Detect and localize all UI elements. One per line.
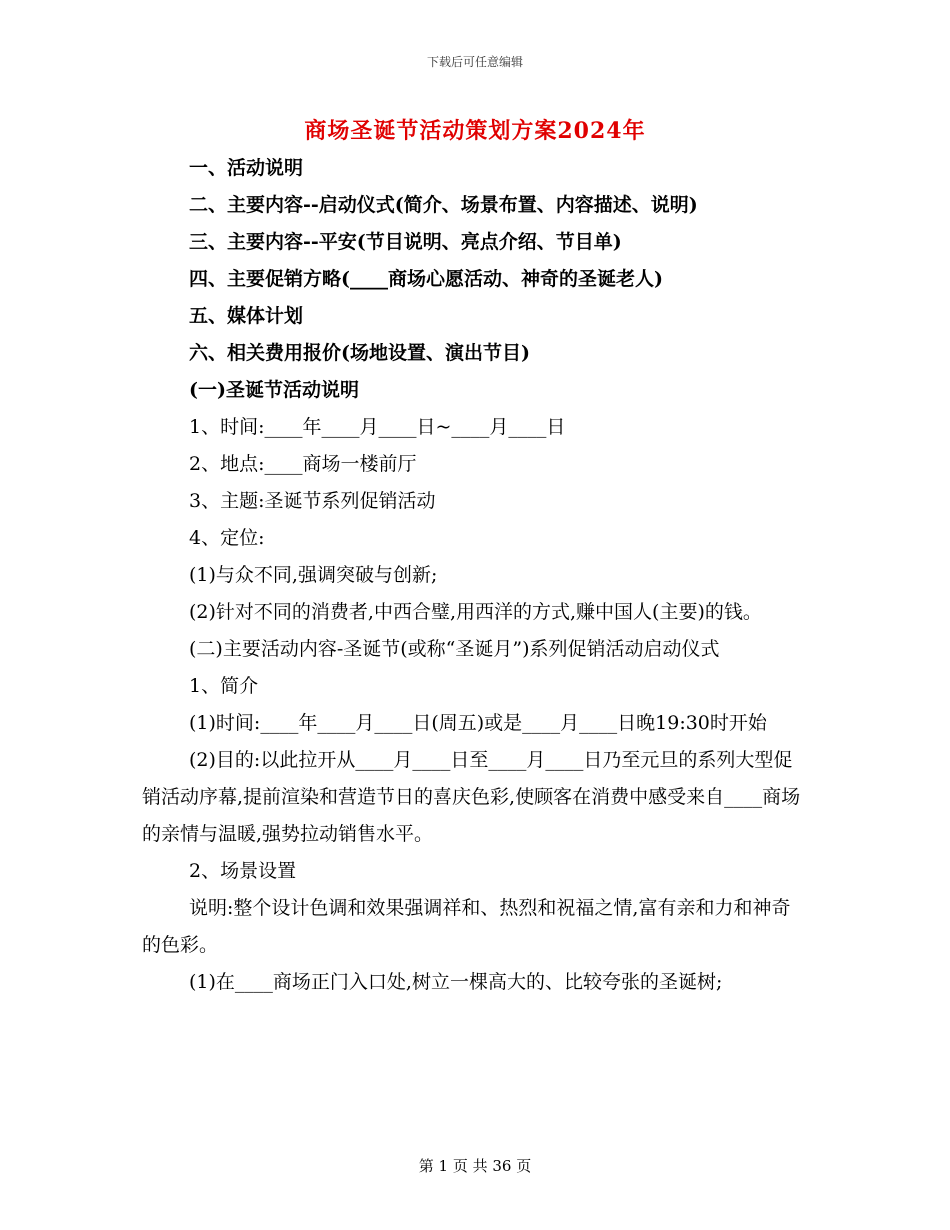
paragraph-positioning: 4、定位: [189, 527, 265, 549]
document-body [142, 150, 808, 1001]
outline-item-1: 一、活动说明 [189, 157, 304, 179]
page-footer: 第 1 页 共 36 页 [418, 1157, 532, 1175]
paragraph-theme: 3、主题:圣诞节系列促销活动 [189, 490, 436, 512]
section-heading-1: (一)圣诞节活动说明 [189, 379, 359, 401]
outline-item-5: 五、媒体计划 [189, 305, 304, 327]
paragraph-intro-heading: 1、简介 [189, 675, 259, 697]
paragraph-scene-heading: 2、场景设置 [189, 860, 297, 882]
paragraph-positioning-1: (1)与众不同,强调突破与创新; [189, 564, 438, 586]
outline-item-3: 三、主要内容--平安(节目说明、亮点介绍、节目单) [189, 231, 622, 253]
paragraph-scene-note: 说明:整个设计色调和效果强调祥和、热烈和祝福之情,富有亲和力和神奇的色彩。 [142, 897, 791, 956]
page-header: 下载后可任意编辑 [426, 55, 523, 69]
paragraph-location: 2、地点:____商场一楼前厅 [189, 453, 417, 475]
section-heading-2: (二)主要活动内容-圣诞节(或称“圣诞月”)系列促销活动启动仪式 [189, 638, 720, 660]
paragraph-intro-purpose: (2)目的:以此拉开从____月____日至____月____日乃至元旦的系列大型促销活动序幕,提前渲染和营造节日的喜庆色彩,使顾客在消费中感受来自____商场的亲情与温暖,强势拉动销售水平。 [142, 749, 801, 845]
outline-item-2: 二、主要内容--启动仪式(简介、场景布置、内容描述、说明) [189, 194, 698, 216]
outline-item-4: 四、主要促销方略(____商场心愿活动、神奇的圣诞老人) [189, 268, 663, 290]
paragraph-time: 1、时间:____年____月____日~____月____日 [189, 416, 566, 438]
document-title: 商场圣诞节活动策划方案2024年 [304, 118, 646, 144]
paragraph-positioning-2: (2)针对不同的消费者,中西合璧,用西洋的方式,赚中国人(主要)的钱。 [189, 601, 762, 623]
paragraph-scene-1: (1)在____商场正门入口处,树立一棵高大的、比较夸张的圣诞树; [189, 971, 723, 993]
outline-item-6: 六、相关费用报价(场地设置、演出节目) [189, 342, 530, 364]
paragraph-intro-time: (1)时间:____年____月____日(周五)或是____月____日晚19:30时开始 [189, 712, 767, 734]
